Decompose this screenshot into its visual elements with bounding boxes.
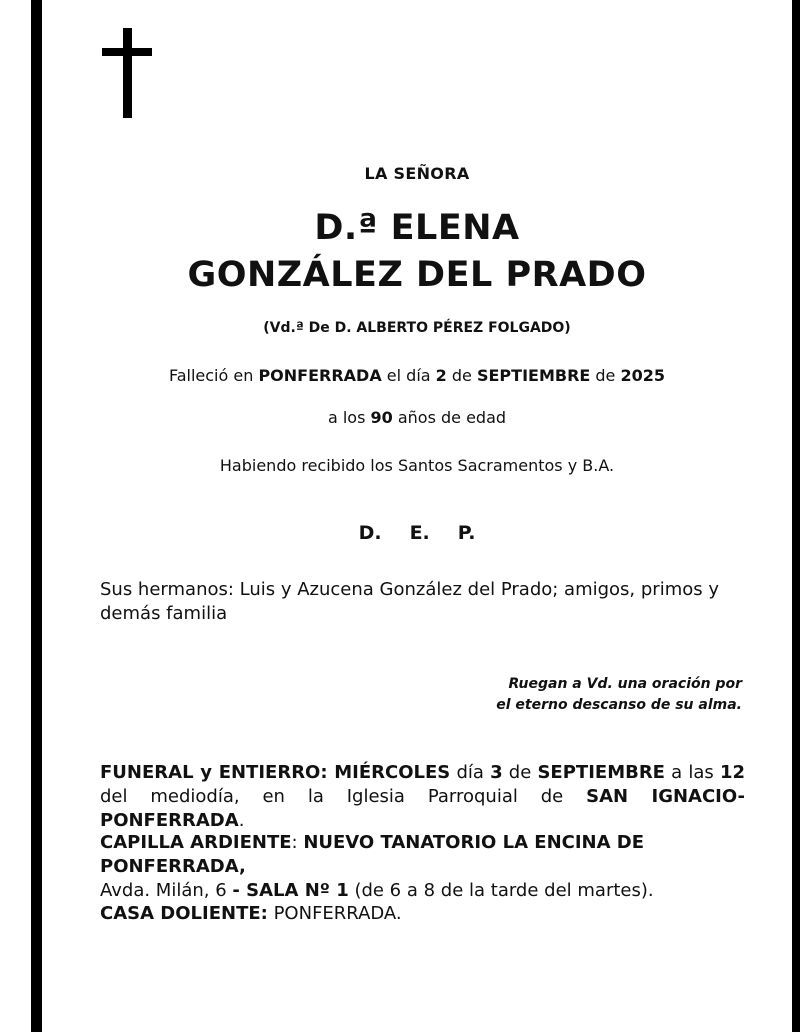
chapel-place: NUEVO TANATORIO LA ENCINA DE PONFERRADA, [100, 832, 645, 877]
death-notice: Falleció en PONFERRADA el día 2 de SEPTIEMBRE de 2025 [168, 366, 666, 385]
deceased-name-line2: GONZÁLEZ DEL PRADO [187, 255, 647, 295]
funeral-church: SAN IGNACIO- PONFERRADA [100, 786, 745, 831]
chapel-paragraph: CAPILLA ARDIENTE: NUEVO TANATORIO LA ENCINA DE PONFERRADA, Avda. Milán, 6 - SALA Nº 1 (de 6 a 8 de la tarde del martes). [100, 832, 654, 901]
prayer-line2: el eterno descanso de su alma. [496, 697, 742, 713]
age-years: 90 [370, 408, 393, 427]
right-border [792, 0, 800, 1032]
death-place: PONFERRADA [258, 366, 382, 385]
death-month: SEPTIEMBRE [476, 366, 591, 385]
death-year: 2025 [620, 366, 666, 385]
widow-note: (Vd.ª De D. ALBERTO PÉREZ FOLGADO) [263, 320, 571, 336]
deceased-name-line1: D.ª ELENA [314, 208, 520, 248]
intro-title: LA SEÑORA [364, 164, 470, 183]
death-day: 2 [435, 366, 447, 385]
cross-icon [102, 28, 152, 118]
dep-abbreviation: D. E. P. [358, 522, 476, 544]
house-label: CASA DOLIENTE: [100, 903, 268, 924]
chapel-room: - SALA Nº 1 [232, 880, 349, 901]
funeral-paragraph: FUNERAL y ENTIERRO: MIÉRCOLES día 3 de SEPTIEMBRE a las 12 del mediodía, en la Iglesia Parroquial de SAN IGNACIO- PONFERRADA. [100, 762, 745, 831]
sacraments-line: Habiendo recibido los Santos Sacramentos y B.A. [219, 456, 615, 475]
family-paragraph: Sus hermanos: Luis y Azucena González del Prado; amigos, primos y demás familia [100, 579, 720, 624]
prayer-line1: Ruegan a Vd. una oración por [508, 676, 742, 692]
left-border [31, 0, 42, 1032]
chapel-label: CAPILLA ARDIENTE [100, 832, 292, 853]
house-paragraph: CASA DOLIENTE: PONFERRADA. [100, 903, 402, 924]
age-line: a los 90 años de edad [327, 408, 507, 427]
funeral-label: FUNERAL y ENTIERRO: MIÉRCOLES [100, 762, 451, 783]
prayer-request [382, 674, 742, 716]
